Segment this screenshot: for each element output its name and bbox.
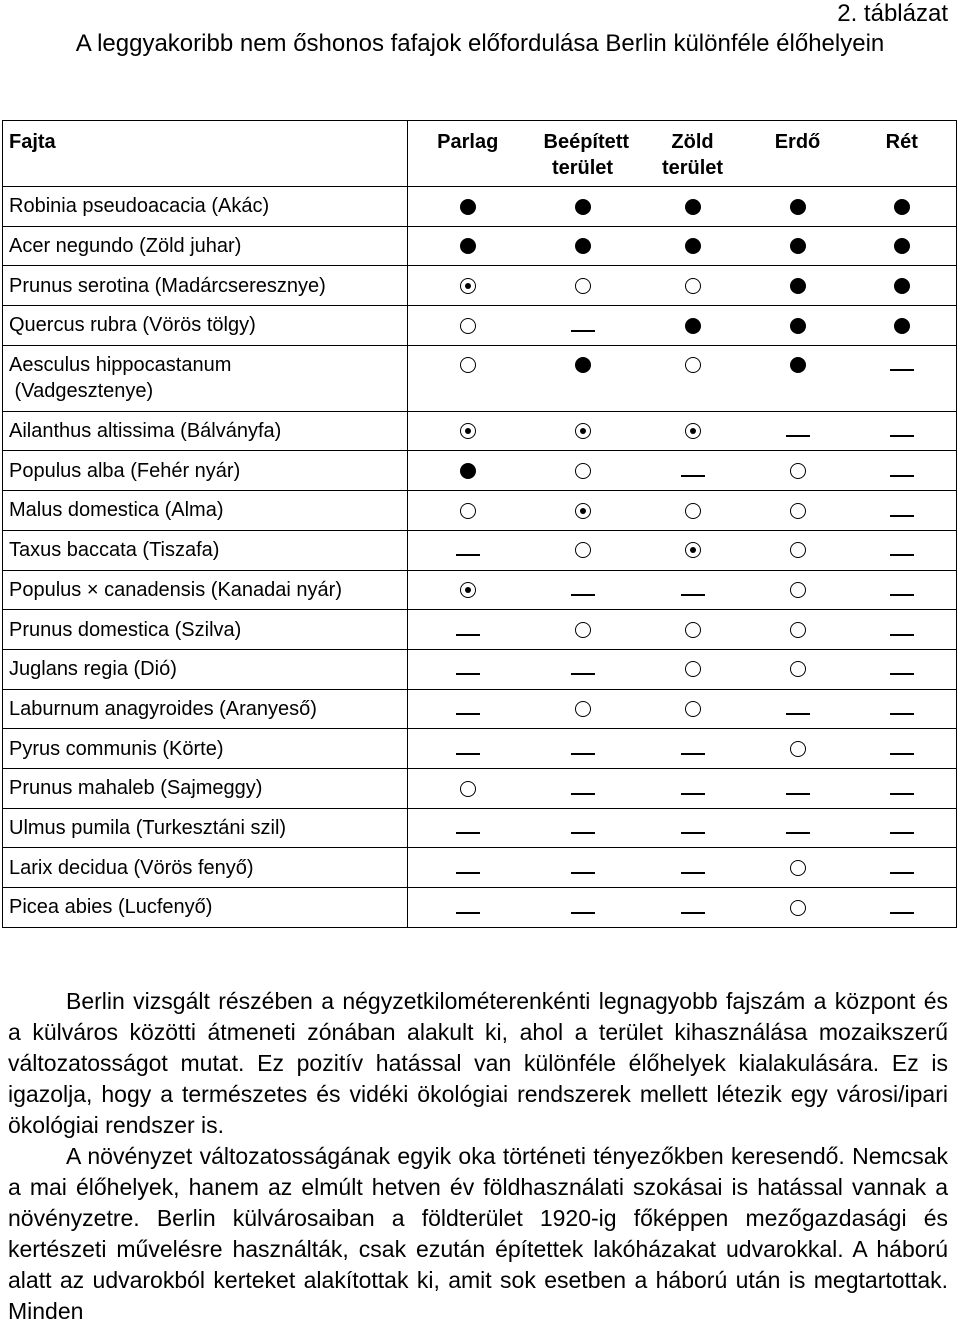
empty-circle-icon (685, 503, 701, 519)
occurrence-cell (748, 888, 848, 928)
occurrence-cell (638, 491, 748, 531)
occurrence-cell (848, 768, 957, 808)
table-row (3, 729, 957, 769)
header-parlag: Parlag (408, 121, 528, 187)
dash-icon (890, 912, 914, 914)
filled-circle-icon (460, 463, 476, 479)
empty-circle-icon (790, 582, 806, 598)
dash-icon (456, 673, 480, 675)
occurrence-cell (748, 226, 848, 266)
dash-icon (786, 713, 810, 715)
filled-circle-icon (894, 318, 910, 334)
occurrence-cell (528, 649, 638, 689)
dash-icon (786, 793, 810, 795)
table-row (3, 530, 957, 570)
dotted-circle-icon (460, 423, 476, 439)
dash-icon (571, 594, 595, 596)
species-name: Malus domestica (Alma) (3, 491, 408, 531)
species-name: Aesculus hippocastanum (Vadgesztenye) (3, 345, 408, 411)
occurrence-cell (528, 848, 638, 888)
dotted-circle-icon (685, 423, 701, 439)
empty-circle-icon (790, 503, 806, 519)
table-row (3, 306, 957, 346)
occurrence-cell (748, 768, 848, 808)
table-row (3, 888, 957, 928)
occurrence-cell (528, 491, 638, 531)
empty-circle-icon (575, 463, 591, 479)
dash-icon (456, 713, 480, 715)
occurrence-cell (748, 411, 848, 451)
empty-circle-icon (460, 503, 476, 519)
occurrence-cell (528, 729, 638, 769)
dash-icon (456, 832, 480, 834)
dash-icon (681, 753, 705, 755)
dash-icon (681, 475, 705, 477)
empty-circle-icon (790, 741, 806, 757)
table-row (3, 689, 957, 729)
species-name: Juglans regia (Dió) (3, 649, 408, 689)
occurrence-cell (528, 187, 638, 227)
dash-icon (890, 872, 914, 874)
occurrence-cell (848, 345, 957, 411)
species-name: Prunus mahaleb (Sajmeggy) (3, 768, 408, 808)
occurrence-cell (408, 570, 528, 610)
table-row (3, 411, 957, 451)
occurrence-cell (748, 345, 848, 411)
table-body (3, 187, 957, 928)
dash-icon (571, 330, 595, 332)
filled-circle-icon (790, 278, 806, 294)
header-beepitett: Beépített terület (528, 121, 638, 187)
table-row (3, 848, 957, 888)
occurrence-cell (638, 610, 748, 650)
dash-icon (681, 832, 705, 834)
occurrence-cell (638, 888, 748, 928)
species-name: Pyrus communis (Körte) (3, 729, 408, 769)
empty-circle-icon (790, 463, 806, 479)
species-name: Populus alba (Fehér nyár) (3, 451, 408, 491)
occurrence-cell (848, 266, 957, 306)
empty-circle-icon (790, 860, 806, 876)
empty-circle-icon (575, 622, 591, 638)
dash-icon (681, 793, 705, 795)
species-name: Quercus rubra (Vörös tölgy) (3, 306, 408, 346)
occurrence-cell (638, 345, 748, 411)
dotted-circle-icon (685, 542, 701, 558)
occurrence-cell (408, 848, 528, 888)
occurrence-cell (638, 306, 748, 346)
occurrence-cell (638, 266, 748, 306)
occurrence-cell (748, 689, 848, 729)
dash-icon (571, 753, 595, 755)
filled-circle-icon (460, 238, 476, 254)
empty-circle-icon (790, 661, 806, 677)
filled-circle-icon (894, 278, 910, 294)
occurrence-cell (408, 187, 528, 227)
occurrence-cell (848, 306, 957, 346)
table-row (3, 570, 957, 610)
occurrence-cell (638, 530, 748, 570)
occurrence-cell (528, 570, 638, 610)
occurrence-cell (848, 888, 957, 928)
dash-icon (571, 912, 595, 914)
occurrence-cell (528, 411, 638, 451)
occurrence-cell (748, 808, 848, 848)
occurrence-cell (408, 808, 528, 848)
species-name: Acer negundo (Zöld juhar) (3, 226, 408, 266)
occurrence-cell (848, 226, 957, 266)
occurrence-cell (848, 187, 957, 227)
species-name: Taxus baccata (Tiszafa) (3, 530, 408, 570)
filled-circle-icon (894, 199, 910, 215)
filled-circle-icon (790, 318, 806, 334)
empty-circle-icon (460, 781, 476, 797)
occurrence-cell (638, 848, 748, 888)
occurrence-cell (408, 689, 528, 729)
occurrence-cell (638, 729, 748, 769)
filled-circle-icon (790, 357, 806, 373)
paragraph-1: Berlin vizsgált részében a négyzetkilométerenkénti legnagyobb fajszám a központ és a külváros közötti átmeneti zónában alakult ki, ahol a terület kihasználása mozaikszerű változatosságot mutat. Ez pozitív hatással van különféle élőhelyek kialakulására. Ez is igazolja, hogy a természetes és vidéki ökológiai rendszerek mellett létezik egy városi/ipari ökológiai rendszer is. (8, 988, 948, 1138)
occurrence-cell (528, 530, 638, 570)
dotted-circle-icon (575, 423, 591, 439)
dash-icon (890, 594, 914, 596)
table-header-row (3, 121, 957, 187)
occurrence-cell (408, 411, 528, 451)
dash-icon (890, 475, 914, 477)
occurrence-cell (748, 729, 848, 769)
empty-circle-icon (460, 318, 476, 334)
occurrence-cell (638, 570, 748, 610)
occurrence-cell (848, 729, 957, 769)
dash-icon (456, 753, 480, 755)
dash-icon (456, 872, 480, 874)
occurrence-cell (638, 451, 748, 491)
occurrence-cell (528, 345, 638, 411)
header-ret: Rét (848, 121, 957, 187)
occurrence-cell (748, 266, 848, 306)
dash-icon (890, 554, 914, 556)
occurrence-table (2, 120, 957, 928)
filled-circle-icon (575, 238, 591, 254)
occurrence-cell (528, 888, 638, 928)
species-name: Prunus domestica (Szilva) (3, 610, 408, 650)
occurrence-cell (748, 451, 848, 491)
occurrence-cell (528, 808, 638, 848)
occurrence-cell (408, 345, 528, 411)
paragraph-2: A növényzet változatosságának egyik oka történeti tényezőkben keresendő. Nemcsak a mai élőhelyek, hanem az elmúlt hetven év földhasználati szokásai is hatással vannak a növényzetre. Berlin külvárosaiban a földterület 1920-ig főképpen mezőgazdasági és kertészeti művelésre használták, csak ezután építettek lakóházakat udvarokkal. A háború alatt az udvarokból kerteket alakítottak ki, amit sok esetben a háború után is megtartottak. Minden (8, 1143, 948, 1324)
table-row (3, 768, 957, 808)
dash-icon (681, 594, 705, 596)
dash-icon (890, 369, 914, 371)
species-name: Populus × canadensis (Kanadai nyár) (3, 570, 408, 610)
empty-circle-icon (575, 278, 591, 294)
body-text (8, 986, 948, 1327)
occurrence-cell (848, 808, 957, 848)
occurrence-cell (638, 411, 748, 451)
empty-circle-icon (685, 622, 701, 638)
occurrence-cell (408, 451, 528, 491)
dash-icon (890, 435, 914, 437)
table-number-label: 2. táblázat (837, 0, 948, 27)
occurrence-cell (848, 649, 957, 689)
occurrence-cell (748, 306, 848, 346)
dash-icon (890, 832, 914, 834)
dash-icon (571, 832, 595, 834)
dash-icon (890, 673, 914, 675)
occurrence-cell (528, 610, 638, 650)
occurrence-cell (848, 451, 957, 491)
dash-icon (681, 912, 705, 914)
dash-icon (890, 713, 914, 715)
dash-icon (890, 753, 914, 755)
species-name: Laburnum anagyroides (Aranyeső) (3, 689, 408, 729)
table-title: A leggyakoribb nem őshonos fafajok előfordulása Berlin különféle élőhelyein (75, 30, 885, 57)
occurrence-cell (528, 266, 638, 306)
occurrence-cell (748, 649, 848, 689)
species-name: Ulmus pumila (Turkesztáni szil) (3, 808, 408, 848)
table-row (3, 187, 957, 227)
table-row (3, 451, 957, 491)
dotted-circle-icon (575, 503, 591, 519)
occurrence-cell (408, 306, 528, 346)
table-row (3, 226, 957, 266)
dash-icon (786, 435, 810, 437)
occurrence-cell (848, 689, 957, 729)
occurrence-cell (638, 808, 748, 848)
occurrence-cell (638, 187, 748, 227)
occurrence-cell (528, 451, 638, 491)
occurrence-cell (748, 848, 848, 888)
filled-circle-icon (575, 199, 591, 215)
dash-icon (681, 872, 705, 874)
empty-circle-icon (790, 900, 806, 916)
occurrence-cell (408, 266, 528, 306)
occurrence-cell (848, 610, 957, 650)
species-name: Ailanthus altissima (Bálványfa) (3, 411, 408, 451)
table-row (3, 808, 957, 848)
occurrence-cell (528, 768, 638, 808)
empty-circle-icon (460, 357, 476, 373)
species-name: Robinia pseudoacacia (Akác) (3, 187, 408, 227)
filled-circle-icon (685, 199, 701, 215)
occurrence-cell (408, 729, 528, 769)
dotted-circle-icon (460, 278, 476, 294)
occurrence-cell (638, 689, 748, 729)
dash-icon (571, 793, 595, 795)
empty-circle-icon (790, 622, 806, 638)
dash-icon (890, 793, 914, 795)
occurrence-cell (748, 187, 848, 227)
occurrence-cell (748, 491, 848, 531)
occurrence-cell (748, 530, 848, 570)
occurrence-cell (748, 570, 848, 610)
dash-icon (456, 634, 480, 636)
occurrence-cell (638, 768, 748, 808)
occurrence-cell (408, 530, 528, 570)
empty-circle-icon (685, 357, 701, 373)
filled-circle-icon (790, 238, 806, 254)
occurrence-cell (638, 649, 748, 689)
dotted-circle-icon (460, 582, 476, 598)
occurrence-cell (528, 226, 638, 266)
table-row (3, 649, 957, 689)
occurrence-cell (848, 848, 957, 888)
dash-icon (890, 515, 914, 517)
table-row (3, 345, 957, 411)
empty-circle-icon (685, 701, 701, 717)
occurrence-cell (528, 306, 638, 346)
occurrence-cell (638, 226, 748, 266)
empty-circle-icon (575, 542, 591, 558)
table-row (3, 266, 957, 306)
empty-circle-icon (575, 701, 591, 717)
filled-circle-icon (790, 199, 806, 215)
dash-icon (571, 872, 595, 874)
occurrence-cell (408, 768, 528, 808)
dash-icon (786, 832, 810, 834)
filled-circle-icon (685, 238, 701, 254)
occurrence-cell (528, 689, 638, 729)
filled-circle-icon (460, 199, 476, 215)
table-row (3, 610, 957, 650)
dash-icon (890, 634, 914, 636)
header-erdo: Erdő (748, 121, 848, 187)
occurrence-cell (408, 649, 528, 689)
occurrence-cell (408, 610, 528, 650)
header-zold: Zöld terület (638, 121, 748, 187)
occurrence-cell (408, 888, 528, 928)
empty-circle-icon (685, 661, 701, 677)
occurrence-cell (848, 570, 957, 610)
occurrence-cell (848, 411, 957, 451)
occurrence-cell (408, 491, 528, 531)
occurrence-cell (848, 530, 957, 570)
occurrence-cell (848, 491, 957, 531)
filled-circle-icon (894, 238, 910, 254)
empty-circle-icon (685, 278, 701, 294)
dash-icon (571, 673, 595, 675)
dash-icon (456, 554, 480, 556)
dash-icon (456, 912, 480, 914)
empty-circle-icon (790, 542, 806, 558)
table-row (3, 491, 957, 531)
species-name: Prunus serotina (Madárcseresznye) (3, 266, 408, 306)
occurrence-cell (408, 226, 528, 266)
species-name: Larix decidua (Vörös fenyő) (3, 848, 408, 888)
species-name: Picea abies (Lucfenyő) (3, 888, 408, 928)
filled-circle-icon (575, 357, 591, 373)
occurrence-cell (748, 610, 848, 650)
header-species: Fajta (3, 121, 408, 187)
filled-circle-icon (685, 318, 701, 334)
